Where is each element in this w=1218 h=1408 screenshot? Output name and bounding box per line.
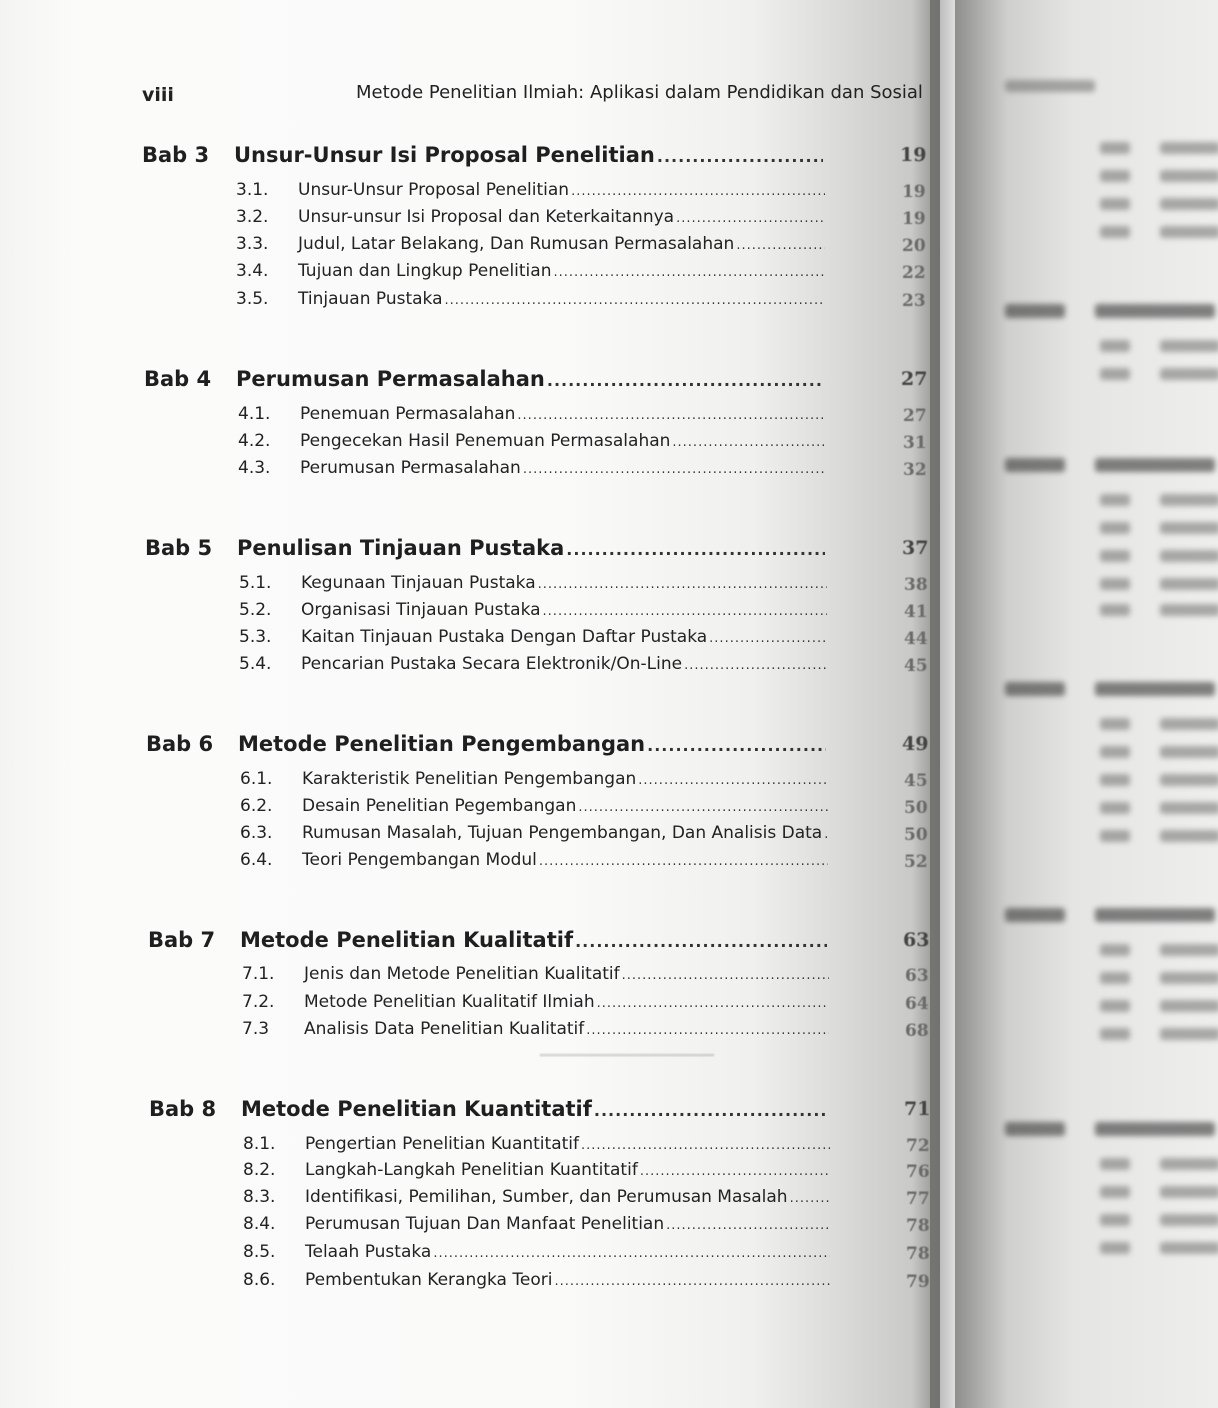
section-page-number: 20 [902, 236, 926, 256]
chapter-heading[interactable] [144, 367, 824, 391]
section-title: Identifikasi, Pemilihan, Sumber, dan Perumusan Masalah [305, 1187, 788, 1207]
section-number: 3.1. [236, 180, 269, 200]
dot-leader [790, 1191, 830, 1206]
chapter-heading[interactable] [149, 1097, 828, 1121]
section-page-number: 38 [904, 575, 928, 595]
section-page-number: 76 [906, 1162, 930, 1182]
chapter-heading[interactable] [146, 732, 826, 756]
dot-leader [538, 577, 827, 592]
section-number: 8.4. [243, 1214, 276, 1234]
section-title: Teori Pengembangan Modul [302, 850, 537, 870]
section-page-number: 79 [906, 1272, 930, 1292]
section-number: 3.2. [236, 207, 269, 227]
section-page-number: 23 [902, 291, 926, 311]
section-number: 4.2. [238, 431, 271, 451]
chapter-page-number: 63 [903, 929, 930, 951]
chapter-label: Bab 3 [142, 143, 210, 167]
section-number: 7.3 [242, 1019, 270, 1039]
section-title: Tinjauan Pustaka [298, 289, 443, 309]
section-title: Analisis Data Penelitian Kualitatif [304, 1019, 585, 1039]
section-entry[interactable] [243, 1187, 830, 1213]
chapter-title: Perumusan Permasalahan [236, 367, 545, 391]
dot-leader [638, 773, 828, 788]
section-number: 6.2. [240, 796, 273, 816]
dot-leader [647, 736, 826, 755]
section-title: Penemuan Permasalahan [300, 404, 516, 424]
dot-leader [709, 631, 827, 646]
section-title: Perumusan Tujuan Dan Manfaat Penelitian [305, 1214, 665, 1234]
section-number: 8.2. [243, 1160, 276, 1180]
chapter-label: Bab 6 [146, 732, 214, 756]
section-page-number: 44 [904, 629, 928, 649]
dot-leader [657, 147, 823, 166]
section-title: Pencarian Pustaka Secara Elektronik/On-Line [301, 654, 683, 674]
section-title: Metode Penelitian Kualitatif Ilmiah [304, 992, 595, 1012]
section-entry[interactable] [236, 289, 825, 315]
chapter-page-number: 49 [902, 733, 929, 755]
section-entry[interactable] [239, 573, 827, 599]
section-page-number: 32 [903, 460, 927, 480]
section-page-number: 22 [902, 263, 926, 283]
chapter-page-number: 71 [904, 1098, 931, 1120]
dot-leader [571, 184, 825, 199]
dot-leader [824, 827, 828, 842]
section-title: Kegunaan Tinjauan Pustaka [301, 573, 536, 593]
section-entry[interactable] [238, 431, 826, 457]
section-entry[interactable] [242, 1019, 829, 1045]
dot-leader [578, 800, 828, 815]
section-number: 4.3. [238, 458, 271, 478]
section-page-number: 41 [904, 602, 928, 622]
chapter-page-number: 27 [901, 368, 928, 390]
section-page-number: 19 [902, 182, 926, 202]
section-number: 5.3. [239, 627, 272, 647]
section-entry[interactable] [240, 850, 828, 876]
dot-leader [539, 854, 828, 869]
dot-leader [553, 265, 825, 280]
dot-leader [517, 408, 826, 423]
dot-leader [566, 540, 825, 559]
section-page-number: 72 [906, 1136, 930, 1156]
section-entry[interactable] [236, 261, 825, 287]
section-entry[interactable] [236, 180, 825, 206]
section-page-number: 50 [904, 798, 928, 818]
dot-leader [575, 932, 827, 951]
section-entry[interactable] [238, 404, 826, 430]
chapter-title: Metode Penelitian Kualitatif [240, 928, 574, 952]
chapter-label: Bab 5 [145, 536, 213, 560]
chapter-label: Bab 7 [148, 928, 216, 952]
section-entry[interactable] [239, 654, 827, 680]
section-entry[interactable] [242, 992, 829, 1018]
section-title: Jenis dan Metode Penelitian Kualitatif [304, 964, 620, 984]
section-number: 3.3. [236, 234, 269, 254]
dot-leader [433, 1246, 830, 1261]
section-title: Langkah-Langkah Penelitian Kuantitatif [305, 1160, 638, 1180]
section-page-number: 45 [904, 771, 928, 791]
dot-leader [640, 1164, 830, 1179]
section-page-number: 68 [905, 1021, 929, 1041]
dot-leader [543, 604, 827, 619]
dot-leader [586, 1023, 829, 1038]
section-number: 8.3. [243, 1187, 276, 1207]
section-title: Unsur-Unsur Proposal Penelitian [298, 180, 570, 200]
section-page-number: 63 [905, 966, 929, 986]
section-title: Telaah Pustaka [305, 1242, 432, 1262]
show-through-text: ━━━━━━━━━━━━━━━━━ [540, 1046, 714, 1066]
dot-leader [736, 238, 825, 253]
section-page-number: 45 [904, 656, 928, 676]
page-number: viii [142, 84, 174, 106]
section-number: 3.4. [236, 261, 269, 281]
chapter-title: Metode Penelitian Pengembangan [238, 732, 646, 756]
section-page-number: 77 [906, 1189, 930, 1209]
section-title: Kaitan Tinjauan Pustaka Dengan Daftar Pustaka [301, 627, 708, 647]
dot-leader [547, 371, 824, 390]
section-title: Karakteristik Penelitian Pengembangan [302, 769, 637, 789]
running-header-title: Metode Penelitian Ilmiah: Aplikasi dalam Pendidikan dan Sosial [356, 82, 923, 103]
section-number: 6.4. [240, 850, 273, 870]
dot-leader [594, 1101, 828, 1120]
section-entry[interactable] [236, 234, 825, 260]
section-page-number: 19 [902, 209, 926, 229]
section-title: Tujuan dan Lingkup Penelitian [298, 261, 552, 281]
section-entry[interactable] [239, 627, 827, 653]
section-entry[interactable] [243, 1160, 830, 1186]
section-number: 7.1. [242, 964, 275, 984]
section-entry[interactable] [240, 823, 828, 849]
section-number: 7.2. [242, 992, 275, 1012]
dot-leader [445, 293, 826, 308]
section-entry[interactable] [240, 769, 828, 795]
dot-leader [684, 658, 827, 673]
section-title: Pengertian Penelitian Kuantitatif [305, 1134, 579, 1154]
section-number: 5.4. [239, 654, 272, 674]
section-title: Rumusan Masalah, Tujuan Pengembangan, Dan Analisis Data [302, 823, 823, 843]
section-number: 3.5. [236, 289, 269, 309]
chapter-label: Bab 4 [144, 367, 212, 391]
chapter-page-number: 19 [900, 144, 927, 166]
section-title: Organisasi Tinjauan Pustaka [301, 600, 541, 620]
adjacent-page-blurred [955, 0, 1218, 1408]
chapter-title: Penulisan Tinjauan Pustaka [237, 536, 565, 560]
section-page-number: 31 [903, 433, 927, 453]
chapter-title: Unsur-Unsur Isi Proposal Penelitian [234, 143, 655, 167]
dot-leader [676, 211, 825, 226]
section-title: Pembentukan Kerangka Teori [305, 1270, 553, 1290]
section-entry[interactable] [243, 1270, 830, 1296]
chapter-heading[interactable] [148, 928, 827, 952]
section-page-number: 78 [906, 1216, 930, 1236]
section-page-number: 78 [906, 1244, 930, 1264]
section-number: 6.1. [240, 769, 273, 789]
section-entry[interactable] [243, 1134, 830, 1160]
section-page-number: 52 [904, 852, 928, 872]
dot-leader [581, 1138, 830, 1153]
section-entry[interactable] [240, 796, 828, 822]
section-title: Desain Penelitian Pegembangan [302, 796, 577, 816]
section-title: Judul, Latar Belakang, Dan Rumusan Permasalahan [298, 234, 735, 254]
section-entry[interactable] [236, 207, 825, 233]
section-entry[interactable] [242, 964, 829, 990]
dot-leader [554, 1274, 830, 1289]
dot-leader [597, 996, 829, 1011]
chapter-label: Bab 8 [149, 1097, 217, 1121]
chapter-heading[interactable] [145, 536, 825, 560]
chapter-page-number: 37 [902, 537, 929, 559]
section-number: 4.1. [238, 404, 271, 424]
chapter-heading[interactable] [142, 143, 823, 167]
section-number: 5.1. [239, 573, 272, 593]
section-entry[interactable] [239, 600, 827, 626]
section-number: 8.6. [243, 1270, 276, 1290]
section-title: Unsur-unsur Isi Proposal dan Keterkaitannya [298, 207, 675, 227]
section-page-number: 50 [904, 825, 928, 845]
section-number: 8.1. [243, 1134, 276, 1154]
dot-leader [672, 435, 826, 450]
dot-leader [622, 968, 829, 983]
dot-leader [666, 1218, 830, 1233]
section-entry[interactable] [243, 1214, 830, 1240]
section-title: Pengecekan Hasil Penemuan Permasalahan [300, 431, 671, 451]
section-page-number: 27 [903, 406, 927, 426]
chapter-title: Metode Penelitian Kuantitatif [241, 1097, 592, 1121]
section-number: 5.2. [239, 600, 272, 620]
section-number: 6.3. [240, 823, 273, 843]
section-page-number: 64 [905, 994, 929, 1014]
section-entry[interactable] [243, 1242, 830, 1268]
section-title: Perumusan Permasalahan [300, 458, 521, 478]
dot-leader [523, 462, 826, 477]
section-entry[interactable] [238, 458, 826, 484]
section-number: 8.5. [243, 1242, 276, 1262]
